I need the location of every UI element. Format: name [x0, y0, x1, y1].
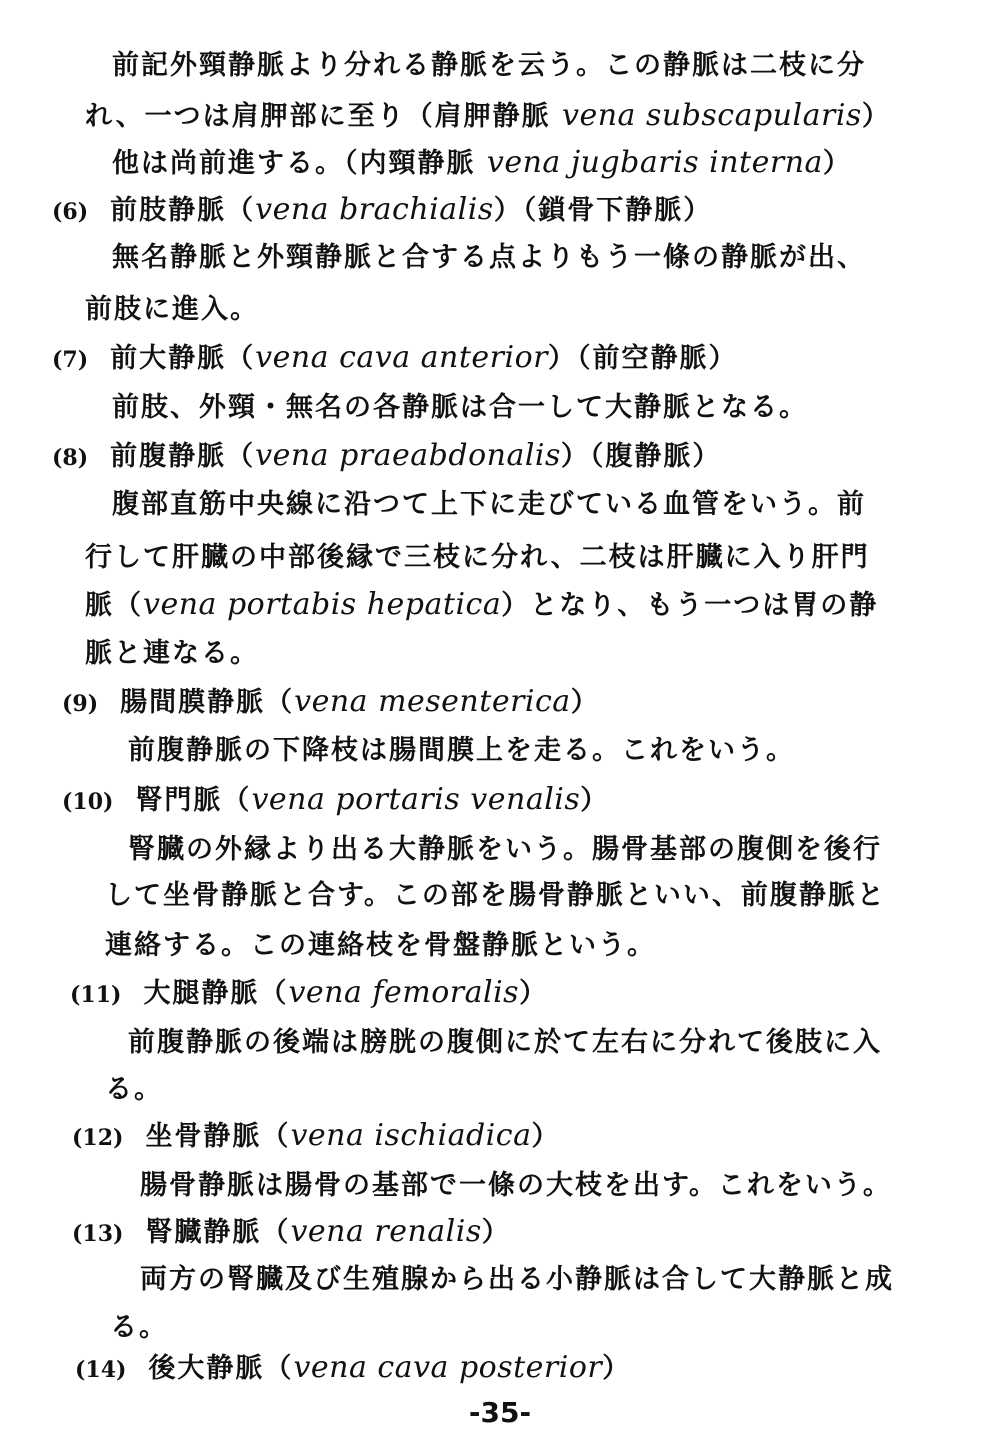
item-number: (11) — [70, 982, 122, 1008]
text-line — [105, 928, 656, 964]
line-text: 脈と連なる。 — [85, 638, 259, 669]
line-text-tail: ） — [531, 1121, 561, 1152]
line-text: れ、一つは肩胛部に至り（肩胛静脈 — [85, 101, 563, 132]
text-line — [112, 48, 866, 84]
line-text: 脈（ — [85, 590, 143, 621]
line-text-tail: ）（前空静脈） — [548, 343, 738, 374]
text-line — [52, 192, 712, 230]
line-text: る。 — [110, 1312, 168, 1343]
line-text-tail: ）となり、もう一つは胃の静 — [501, 590, 879, 621]
line-text: して坐骨静脈と合す。この部を腸骨静脈といい、前腹静脈と — [105, 880, 886, 911]
latin-term: vena mesenterica — [294, 684, 571, 719]
text-line — [85, 540, 870, 576]
text-line — [112, 240, 866, 276]
text-line — [128, 733, 795, 769]
text-line — [105, 878, 886, 914]
line-text: 腸骨静脈は腸骨の基部で一條の大枝を出す。これをいう。 — [140, 1170, 892, 1201]
line-text-tail: ）（鎖骨下静脈） — [493, 195, 713, 226]
text-line — [112, 145, 852, 182]
line-text-tail: ） — [602, 1353, 632, 1384]
latin-term: vena ischiadica — [290, 1118, 532, 1153]
text-line — [62, 684, 600, 722]
text-line — [52, 438, 721, 476]
latin-term: vena portaris venalis — [251, 782, 581, 817]
text-line — [72, 1214, 511, 1252]
latin-term: vena renalis — [290, 1214, 482, 1249]
item-number: (8) — [52, 445, 89, 471]
text-line — [85, 587, 878, 624]
text-line — [140, 1168, 892, 1204]
line-text-tail: ） — [519, 978, 549, 1009]
line-text: 前大静脈（ — [110, 343, 256, 374]
text-line — [62, 782, 609, 820]
page-number: -35- — [468, 1396, 532, 1429]
text-line — [110, 1310, 168, 1346]
latin-term: vena cava posterior — [293, 1350, 603, 1385]
line-text: 無名静脈と外頸静脈と合する点よりもう一條の静脈が出、 — [112, 242, 866, 273]
latin-term: vena jugbaris interna — [486, 145, 823, 180]
line-text: 腎臓の外縁より出る大静脈をいう。腸骨基部の腹側を後行 — [128, 834, 882, 865]
line-text-tail: ） — [481, 1217, 511, 1248]
line-text-tail: ） — [580, 785, 610, 816]
text-line — [112, 390, 808, 426]
text-line — [72, 1118, 560, 1156]
line-text: 大腿静脈（ — [143, 978, 289, 1009]
line-text: 連絡する。この連絡枝を骨盤静脈という。 — [105, 930, 656, 961]
latin-term: vena femoralis — [288, 975, 520, 1010]
line-text: 他は尚前進する。（内頸静脈 — [112, 148, 487, 179]
text-line — [128, 832, 882, 868]
text-line — [85, 98, 891, 135]
line-text: 後大静脈（ — [148, 1353, 294, 1384]
latin-term: vena subscapularis — [562, 98, 862, 133]
item-number: (13) — [72, 1221, 124, 1247]
line-text-tail: ） — [861, 101, 891, 132]
item-number: (12) — [72, 1125, 124, 1151]
latin-term: vena brachialis — [255, 192, 494, 227]
text-line — [85, 636, 259, 672]
line-text-tail: ） — [570, 687, 600, 718]
line-text: 前記外頸静脈より分れる静脈を云う。この静脈は二枝に分 — [112, 50, 866, 81]
item-number: (6) — [52, 199, 89, 225]
line-text: 腎門脈（ — [135, 785, 252, 816]
item-number: (7) — [52, 347, 89, 373]
line-text: 坐骨静脈（ — [145, 1121, 291, 1152]
text-line — [112, 487, 866, 523]
line-text: 行して肝臓の中部後縁で三枝に分れ、二枝は肝臓に入り肝門 — [85, 542, 870, 573]
line-text: 前腹静脈の下降枝は腸間膜上を走る。これをいう。 — [128, 735, 795, 766]
line-text: 腹部直筋中央線に沿つて上下に走びている血管をいう。前 — [112, 489, 866, 520]
line-text: 前肢、外頸・無名の各静脈は合一して大静脈となる。 — [112, 392, 808, 423]
line-text: 腎臓静脈（ — [145, 1217, 291, 1248]
item-number: (9) — [62, 691, 99, 717]
text-line — [70, 975, 548, 1013]
text-line — [105, 1072, 163, 1108]
line-text: る。 — [105, 1074, 163, 1105]
latin-term: vena cava anterior — [255, 340, 548, 375]
text-line — [140, 1262, 894, 1298]
item-number: (14) — [75, 1357, 127, 1383]
line-text: 両方の腎臓及び生殖腺から出る小静脈は合して大静脈と成 — [140, 1264, 894, 1295]
latin-term: vena portabis hepatica — [143, 587, 502, 622]
text-line — [52, 340, 738, 378]
item-number: (10) — [62, 789, 114, 815]
text-line — [85, 292, 259, 328]
text-line — [75, 1350, 631, 1388]
latin-term: vena praeabdonalis — [255, 438, 561, 473]
line-text: 前腹静脈の後端は膀胱の腹側に於て左右に分れて後肢に入 — [128, 1027, 882, 1058]
text-line — [128, 1025, 882, 1061]
line-text-tail: ）（腹静脈） — [560, 441, 722, 472]
line-text: 腸間膜静脈（ — [120, 687, 295, 718]
line-text: 前肢に進入。 — [85, 294, 259, 325]
line-text: 前腹静脈（ — [110, 441, 256, 472]
line-text-tail: ） — [822, 148, 852, 179]
line-text: 前肢静脈（ — [110, 195, 256, 226]
